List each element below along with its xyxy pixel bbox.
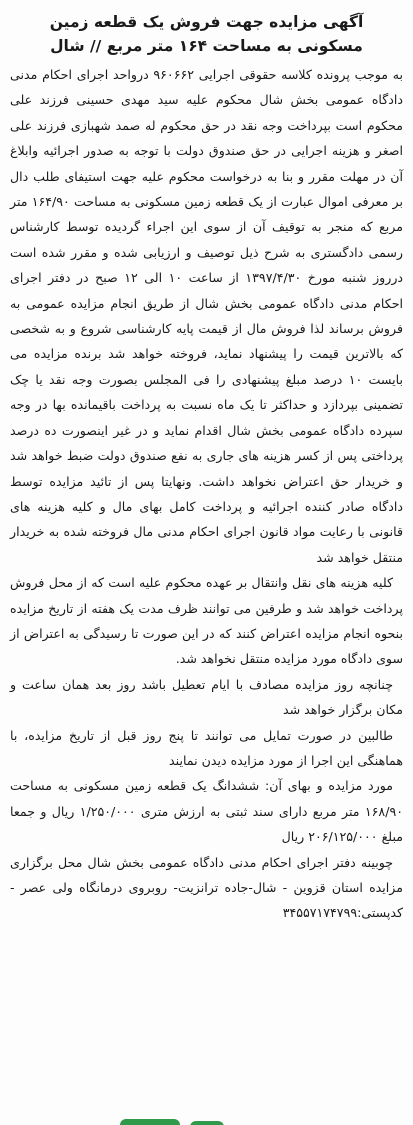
- footer-green-mark-2: [190, 1121, 224, 1125]
- notice-title-line-1: آگهی مزایده جهت فروش یک قطعه زمین: [49, 13, 364, 31]
- footer-logo-fragment: [0, 1117, 413, 1125]
- notice-title-line-2: مسکونی به مساحت ۱۶۴ متر مربع // شال: [50, 37, 363, 55]
- notice-body: [10, 62, 403, 926]
- notice-paragraph-visit: طالبین در صورت تمایل می توانند تا پنج روز قبل از تاریخ مزایده، با هماهنگی این اجرا از مورد مزایده دیدن نمایند: [10, 727, 403, 768]
- notice-paragraph-signature: چوبینه دفتر اجرای احکام مدنی دادگاه عمومی بخش شال محل برگزاری مزایده استان قزوین - شال-جاده ترانزیت- روبروی درمانگاه ولی عصر - کدپستی:۳۴۵۵۷۱۷۴۷۹۹: [10, 854, 403, 921]
- notice-title: [10, 10, 403, 58]
- notice-paragraph-holiday: چنانچه روز مزایده مصادف با ایام تعطیل باشد روز بعد همان ساعت و مکان برگزار خواهد شد: [10, 676, 403, 718]
- notice-paragraph-subject: مورد مزایده و بهای آن: ششدانگ یک قطعه زمین مسکونی به مساحت ۱۶۸/۹۰ متر مربع دارای سند ثبتی به ارزش متری ۱/۲۵۰/۰۰۰ ریال و جمعا مبلغ ۲۰۶/۱۲۵/۰۰۰ ریال: [10, 778, 403, 845]
- footer-green-mark: [120, 1119, 180, 1125]
- notice-paragraph-costs: کلیه هزینه های نقل وانتقال بر عهده محکوم علیه است که از محل فروش پرداخت خواهد شد و طرفین می توانند ظرف مدت یک هفته از تاریخ مزایده بنحوه انجام مزایده اعتراض کنند که در این صورت تا رسیدگی به اعتراض از سوی دادگاه مورد مزایده منتقل نخواهد شد.: [10, 575, 403, 667]
- notice-paragraph-main: به موجب پرونده کلاسه حقوقی اجرایی ۹۶۰۶۶۲ درواحد اجرای احکام مدنی دادگاه عمومی بخش شال محکوم علیه سید مهدی حسینی فرزند علی محکوم است بپرداخت وجه نقد در حق محکوم له صمد شهبازی فرزند علی اصغر و هزینه اجرایی در حق صندوق دولت با توجه به صدور اجرائیه وابلاغ آن در مهلت مقرر و بنا به درخواست محکوم علیه جهت استیفای طلب دال بر معرفی اموال عبارت از یک قطعه زمین مسکونی به مساحت ۱۶۴/۹۰ متر مربع که منجر به توقیف آن از سوی این اجراء گردیده توسط کارشناس رسمی دادگستری به شرح ذیل توصیف و ارزیابی شده و مقرر شده است درروز شنبه مورخ ۱۳۹۷/۴/۳۰ از ساعت ۱۰ الی ۱۲ صبح در دفتر اجرای احکام مدنی دادگاه عمومی بخش شال از طریق انجام مزایده عمومی به فروش برساند لذا فروش مال از قیمت پایه کارشناسی شروع و به شخصی که بالاترین قیمت را پیشنهاد نماید، فروخته خواهد شد برنده مزایده می بایست ۱۰ درصد مبلغ پیشنهادی را فی المجلس بصورت وجه نقد یا چک تضمینی بپردازد و حداکثر تا یک ماه نسبت به پرداخت باقیمانده بها در وجه سپرده دادگاه عمومی بخش شال اقدام نماید و در غیر اینصورت ده درصد پرداختی پس از کسر هزینه های جاری به نفع صندوق دولت ضبط خواهد شد و خریدار حق اعتراض نخواهد داشت. ونهایتا پس از تائید مزایده توسط دادگاه صادر کننده اجرائیه و پرداخت کامل بهای مال و کلیه هزینه های قانونی با رعایت مواد قانون اجرای احکام مدنی مال فروخته شده به خریدار منتقل خواهد شد: [10, 67, 404, 565]
